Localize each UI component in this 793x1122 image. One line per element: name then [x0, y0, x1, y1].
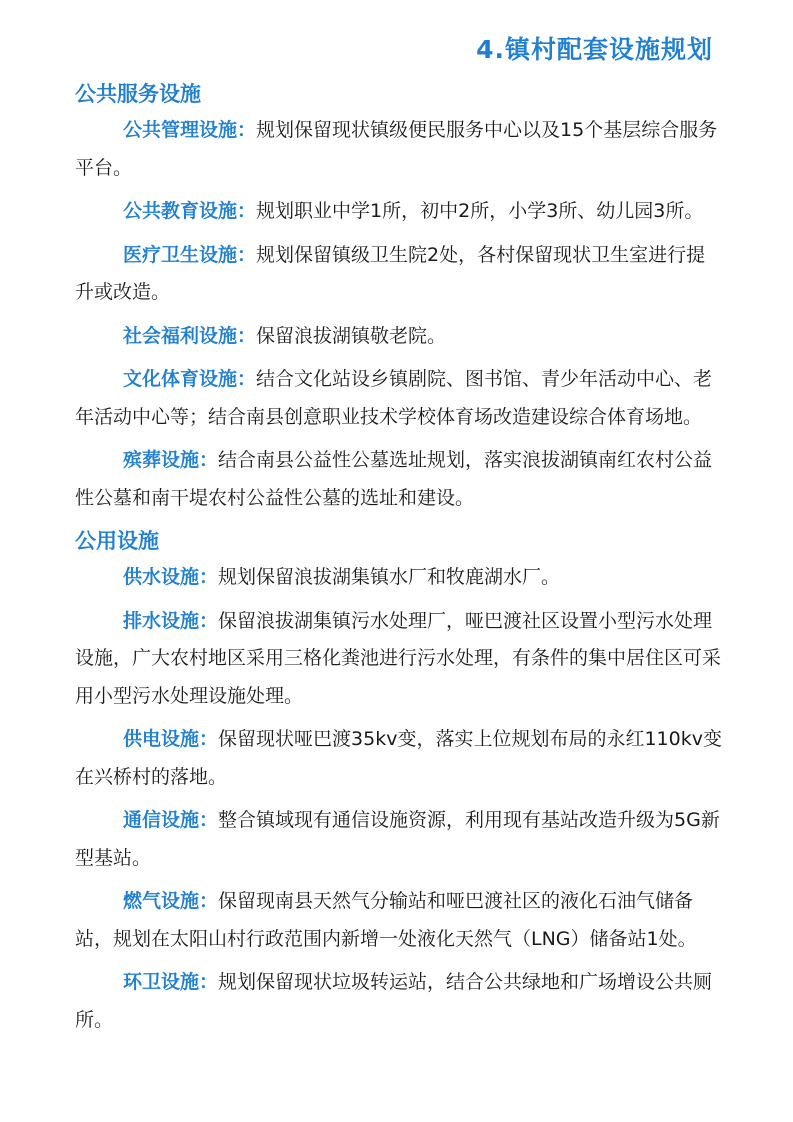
section-heading: 公用设施 [75, 529, 159, 553]
item-text: 规划保留现状镇级便民服务中心以及15个基层综合服务平台。 [75, 119, 718, 179]
item-label: 燃气设施： [123, 890, 219, 912]
item-label: 公共管理设施： [123, 119, 257, 141]
item-label: 供电设施： [123, 728, 219, 750]
paragraph-culture-sports [75, 361, 723, 436]
section-public-service [75, 76, 723, 517]
item-text: 保留现状哑巴渡35kv变，落实上位规划布局的永红110kv变在兴桥村的落地。 [75, 728, 722, 788]
paragraph-funeral [75, 442, 723, 517]
item-label: 环卫设施： [123, 971, 219, 993]
item-label: 公共教育设施： [123, 200, 257, 222]
paragraph-sanitation [75, 964, 723, 1039]
page-title: 4.镇村配套设施规划 [476, 35, 713, 64]
paragraph-water-supply [75, 559, 723, 597]
item-text: 规划保留镇级卫生院2处，各村保留现状卫生室进行提升或改造。 [75, 243, 706, 303]
paragraph-communication [75, 802, 723, 877]
paragraph-gas [75, 883, 723, 958]
paragraph-social-welfare [75, 318, 723, 356]
item-label: 医疗卫生设施： [123, 243, 257, 266]
paragraph-public-management [75, 112, 723, 187]
document-content [75, 76, 723, 1045]
item-text: 规划保留浪拔湖集镇水厂和牧鹿湖水厂。 [218, 566, 561, 588]
item-label: 供水设施： [123, 566, 219, 588]
item-label: 排水设施： [123, 609, 219, 632]
item-text: 保留现南县天然气分输站和哑巴渡社区的液化石油气储备站，规划在太阳山村行政范围内新增一处液化天然气（LNG）储备站1处。 [75, 890, 697, 950]
item-text: 整合镇域现有通信设施资源，利用现有基站改造升级为5G新型基站。 [75, 809, 720, 869]
item-text: 结合南县公益性公墓选址规划，落实浪拔湖镇南红农村公益性公墓和南干堤农村公益性公墓的选址和建设。 [75, 449, 713, 509]
item-text: 保留浪拔湖集镇污水处理厂，哑巴渡社区设置小型污水处理设施，广大农村地区采用三格化粪池进行污水处理，有条件的集中居住区可采用小型污水处理设施处理。 [75, 609, 722, 707]
paragraph-medical-health [75, 237, 723, 312]
item-label: 文化体育设施： [123, 368, 257, 390]
item-label: 殡葬设施： [123, 449, 219, 471]
section-utilities [75, 523, 723, 1039]
item-label: 通信设施： [123, 809, 219, 831]
item-text: 规划保留现状垃圾转运站，结合公共绿地和广场增设公共厕所。 [75, 971, 713, 1031]
item-text: 保留浪拔湖镇敬老院。 [256, 324, 447, 347]
paragraph-power-supply [75, 721, 723, 796]
paragraph-drainage [75, 603, 723, 716]
paragraph-public-education [75, 193, 723, 231]
section-heading: 公共服务设施 [75, 82, 201, 106]
item-text: 结合文化站设乡镇剧院、图书馆、青少年活动中心、老年活动中心等；结合南县创意职业技术学校体育场改造建设综合体育场地。 [75, 368, 713, 428]
item-label: 社会福利设施： [123, 324, 257, 347]
item-text: 规划职业中学1所，初中2所，小学3所、幼儿园3所。 [256, 200, 704, 222]
